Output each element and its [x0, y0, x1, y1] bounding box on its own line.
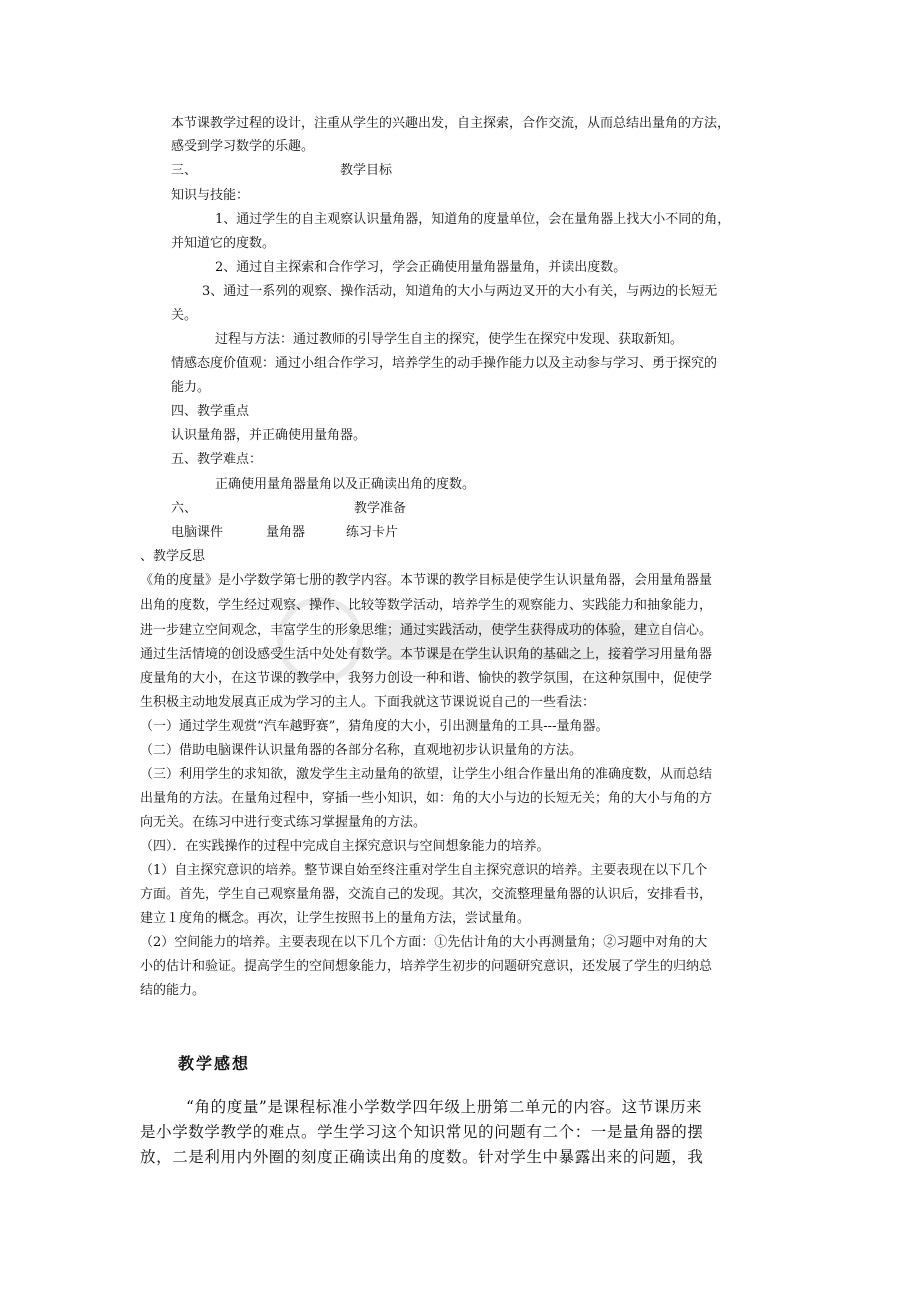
reflection-line: 小的估计和验证。提高学生的空间想象能力，培养学生初步的问题研究意识，还发展了学生的归纳总	[140, 959, 713, 974]
thoughts-line-3: 放，二是利用内外圈的刻度正确读出角的度数。针对学生中暴露出来的问题，我	[140, 1148, 704, 1166]
reflection-point-1: （一）通过学生观赏“汽车越野赛”，猜角度的大小，引出测量角的工具---量角器。	[140, 719, 609, 734]
knowledge-label: 知识与技能：	[171, 188, 250, 203]
reflection-point-4: （四）．在实践操作的过程中完成自主探究意识与空间想象能力的培养。	[140, 839, 550, 854]
reflection-line: 《角的度量》是小学数学第七册的教学内容。本节课的教学目标是使学生认识量角器，会用量角器量	[140, 573, 713, 588]
section-5-title: 五、教学难点：	[171, 452, 263, 467]
reflection-line: 方面。首先，学生自己观察量角器，交流自己的发现。其次，交流整理量角器的认识后，安排看书，	[140, 887, 713, 902]
reflection-sub-2: （2）空间能力的培养。主要表现在以下几个方面：①先估计角的大小再测量角；②习题中对角的大	[140, 935, 708, 950]
process-method: 过程与方法：通过教师的引导学生自主的探究，使学生在探究中发现、获取新知。	[215, 332, 684, 347]
reflection-line: 通过生活情境的创设感受生活中处处有数学。本节课是在学生认识角的基础之上，接着学习用量角器	[140, 647, 713, 662]
section-4-title: 四、教学重点	[171, 404, 250, 419]
reflection-line: 生积极主动地发展真正成为学习的主人。下面我就这节课说说自己的一些看法：	[140, 695, 596, 710]
prep-item-cards: 练习卡片	[346, 525, 399, 540]
thoughts-title: 教学感想	[178, 1054, 251, 1073]
objective-1-line-2: 并知道它的度数。	[171, 236, 276, 251]
reflection-line: 进一步建立空间观念，丰富学生的形象思维；通过实践活动，使学生获得成功的体验，建立自信心。	[140, 623, 713, 638]
thoughts-line-2: 是小学数学教学的难点。学生学习这个知识常见的问题有二个：一是量角器的摆	[140, 1123, 704, 1141]
reflection-line: 向无关。在练习中进行变式练习掌握量角的方法。	[140, 815, 427, 830]
design-line-1: 本节课教学过程的设计，注重从学生的兴趣出发，自主探索，合作交流，从而总结出量角的方法，	[171, 116, 731, 131]
reflection-title: 、教学反思	[140, 549, 206, 564]
section-6-title: 教学准备	[354, 501, 407, 516]
objective-2: 2、通过自主探索和合作学习，学会正确使用量角器量角，并读出度数。	[215, 260, 627, 275]
thoughts-line-1: “角的度量”是课程标准小学数学四年级上册第二单元的内容。这节课历来	[186, 1098, 703, 1116]
reflection-sub-1: （1）自主探究意识的培养。整节课自始至终注重对学生自主探究意识的培养。主要表现在以下几个	[140, 863, 708, 878]
objective-1-line-1: 1、通过学生的自主观察认识量角器，知道角的度量单位，会在量角器上找大小不同的角，	[215, 212, 731, 227]
objective-3-line-1: 3、通过一系列的观察、操作活动，知道角的大小与两边叉开的大小有关，与两边的长短无	[202, 284, 718, 299]
reflection-point-3: （三）利用学生的求知欲，激发学生主动量角的欲望，让学生小组合作量出角的准确度数，从而总结	[140, 767, 713, 782]
reflection-line: 建立１度角的概念。再次，让学生按照书上的量角方法，尝试量角。	[140, 911, 531, 926]
reflection-line: 结的能力。	[140, 983, 206, 998]
objective-3-line-2: 关。	[171, 308, 198, 323]
design-line-2: 感受到学习数学的乐趣。	[171, 139, 315, 154]
prep-item-protractor: 量角器	[266, 525, 306, 540]
section-6-number: 六、	[171, 501, 198, 516]
reflection-line: 出角的度数，学生经过观察、操作、比较等数学活动，培养学生的观察能力、实践能力和抽象能力，	[140, 598, 713, 613]
section-5-content: 正确使用量角器量角以及正确读出角的度数。	[215, 477, 476, 492]
section-4-content: 认识量角器，并正确使用量角器。	[171, 428, 367, 443]
prep-item-courseware: 电脑课件	[171, 525, 224, 540]
emotion-line-1: 情感态度价值观：通过小组合作学习，培养学生的动手操作能力以及主动参与学习、勇于探究的	[171, 356, 718, 371]
section-3-number: 三、	[171, 163, 198, 178]
emotion-line-2: 能力。	[171, 380, 211, 395]
section-3-title: 教学目标	[340, 163, 393, 178]
reflection-line: 度量角的大小，在这节课的教学中，我努力创设一种和谐、愉快的教学氛围，在这种氛围中，促使学	[140, 671, 713, 686]
reflection-point-2: （二）借助电脑课件认识量角器的各部分名称，直观地初步认识量角的方法。	[140, 743, 583, 758]
reflection-line: 出量角的方法。在量角过程中，穿插一些小知识，如：角的大小与边的长短无关；角的大小与角的方	[140, 791, 713, 806]
